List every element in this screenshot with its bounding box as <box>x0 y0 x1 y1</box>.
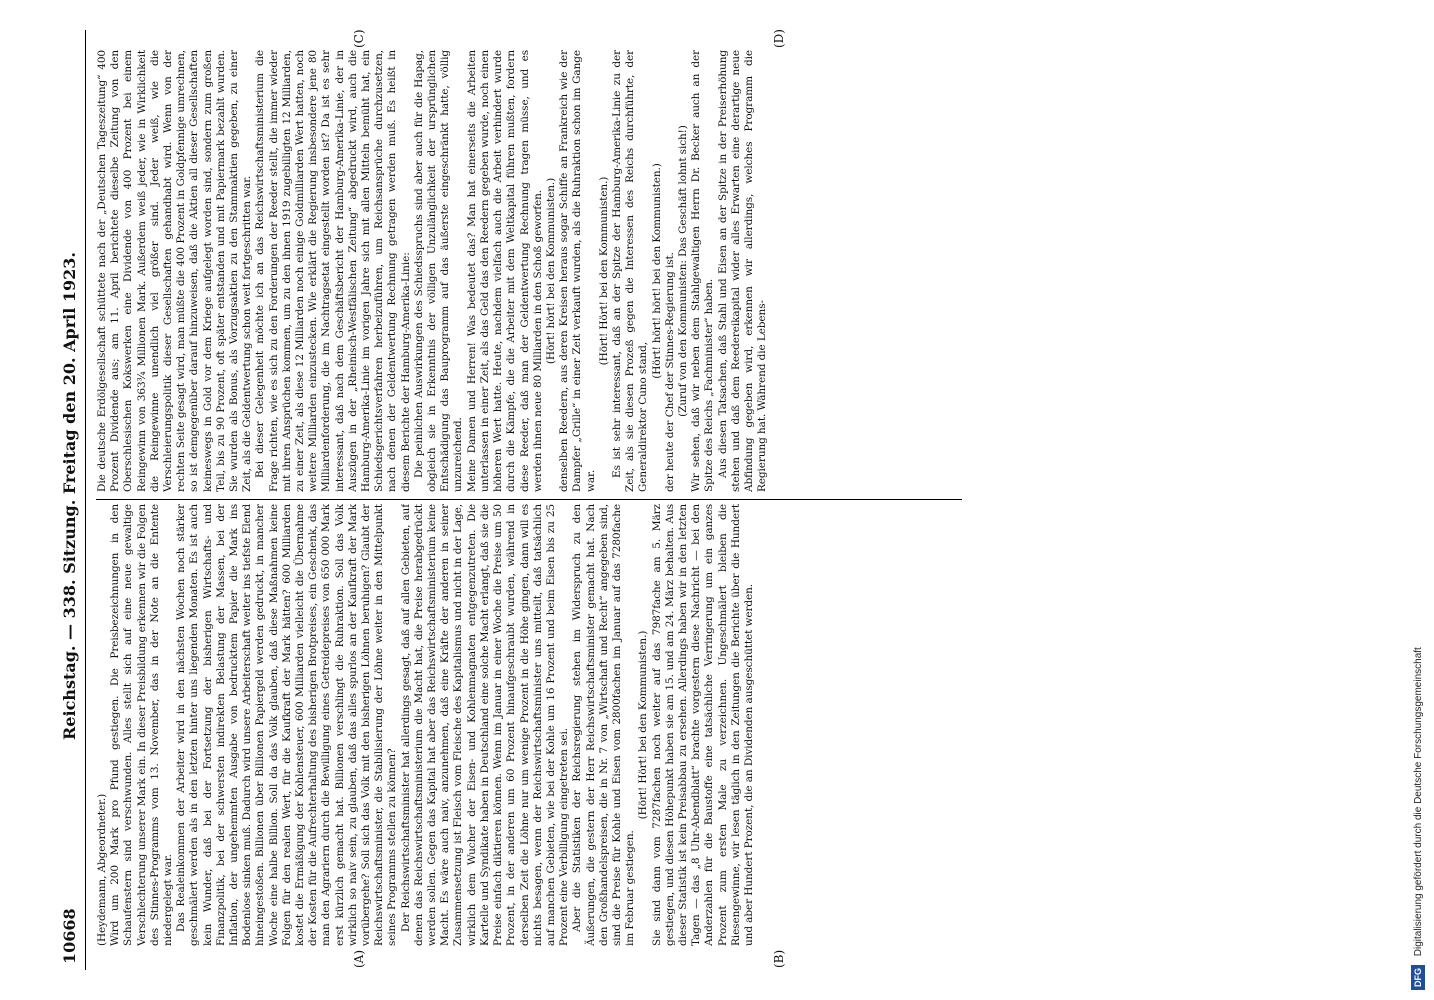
left-column-paragraph: Das Realeinkommen der Arbeiter wird in den nächsten Wochen noch stärker geschmälert werden als in den letzten hinter uns liegenden Monaten. Es ist auch kein Wunder, daß bei der Fortsetzung der bisherigen Wirtschafts- und Finanzpolitik, bei der schwersten indirekten Belastung der Massen, bei der Inflation, der ungehemmten Ausgabe von bedrucktem Papier die Mark ins Bodenlose sinken muß. Dadurch wird unsere Arbeiterschaft weiter ins tiefste Elend hineingestoßen. Billionen über Billionen Papiergeld werden gedruckt, in mancher Woche eine halbe Billion. Soll da das Volk glauben, daß diese Maßnahmen keine Folgen für den realen Wert, für die Kaufkraft der Mark hätten? 600 Milliarden kostet die Ermäßigung der Kohlensteuer, 600 Milliarden vielleicht die Übernahme der Kosten für die Aufrechterhaltung des bisherigen Brotpreises, ein Geschenk, das man den Agrariern durch die Bewilligung eines Getreidepreises von 650 000 Mark erst kürzlich gemacht hat. Billionen verschlingt die Ruhraktion. Soll das Volk wirklich so naiv sein, zu glauben, daß das alles spurlos an der Kaufkraft der Mark vorübergehe? Soll sich das Volk mit den bisherigen Löhnen beruhigen? Glaubt der Reichswirtschaftsminister, die Stabilisierung der Löhne weiter in den Mittelpunkt seines Programms stellen zu können? <box>175 504 399 946</box>
right-column-paragraph: (Hört! hört! bei den Kommunisten.) <box>544 177 557 365</box>
right-column-paragraph: Es ist sehr interessant, daß an der Spitze der Hamburg-Amerika-Linie zu der Zeit, als sie diesen Prozeß gegen die Interessen des Reichs durchführte, der Generaldirektor Cuno stand, <box>610 50 650 492</box>
left-column-paragraph: (Hört! Hört! bei den Kommunisten.) <box>637 630 650 820</box>
left-column-paragraph: Sie sind dann vom 7287fachen noch weiter auf das 7987fache am 5. März gestiegen, und diesen Höhepunkt haben sie am 15. und am 24. März behalten. Aus dieser Statistik ist kein Preisabbau zu ersehen. Allerdings haben wir in den letzten Tagen — das „8 Uhr-Abendblatt“ brachte vorgestern diese Nachricht — bei den Anderzahlen für die Baustoffe eine tatsächliche Verringerung um ein ganzes Prozent zum ersten Male zu verzeichnen. Ungeschmälert bleiben die Riesengewinne, wir lesen täglich in den Zeitungen die Berichte über die Hundert und aber Hundert Prozent, die an Dividenden ausgeschüttet werden. <box>650 504 755 946</box>
right-column-paragraph: denselben Reedern, aus deren Kreisen heraus sogar Schiffe an Frankreich wie der Dampfer „Grille“ in einer Zeit verkauft wurden, als die Ruhraktion schon im Gange war. <box>558 50 597 492</box>
margin-marker-d: (D) <box>772 29 786 48</box>
margin-marker-c: (C) <box>352 29 366 48</box>
right-column-paragraph: (Hört! Hört! bei den Kommunisten.) <box>597 176 610 366</box>
right-column-paragraph: Die deutsche Erdölgesellschaft schüttete nach der „Deutschen Tageszeitung“ 400 Prozent Dividende aus; am 11. April berichtete dieselbe Zeitung von den Oberschlesischen Kokswerken eine Dividende von 400 Prozent bei einem Reingewinn von 363¾ Millionen Mark. Außerdem weiß jeder, wie in Wirklichkeit die Reingewinne unendlich viel größer sind. Jeder weiß, wie die Verschleierungspolitik dieser Gesellschaften gehandhabt wird. Wenn von der rechten Seite gesagt wird, man müßte die 400 Prozent in Goldpfennige umrechnen, so ist demgegenüber darauf hinzuweisen, daß die Aktien all dieser Gesellschaften keineswegs in Gold vor dem Kriege aufgelegt worden sind, sondern zum großen Teil, bis zu 90 Prozent, oft später entstanden und mit Papiermark bezahlt wurden. Sie wurden als Bonus, als Vorzugsaktien zu den Stammaktien gegeben, zu einer Zeit, als die Geldentwertung schon weit fortgeschritten war. <box>96 50 254 492</box>
right-column-paragraph: Die peinlichen Auswirkungen des Schiedsspruchs sind aber auch für die Hapag, obgleich sie in Erkenntnis der völligen Unzulänglichkeit der ursprünglichen Entschädigung das Bauprogramm auf das äußerste eingeschränkt hatte, völlig unzureichend. <box>412 50 465 492</box>
running-title: Reichstag. — 338. Sitzung. Freitag den 20. April 1923. <box>60 252 79 740</box>
rotated-page-content <box>52 30 1352 970</box>
right-column <box>96 50 966 492</box>
page-header <box>52 30 86 970</box>
margin-marker-a: (A) <box>352 949 366 968</box>
right-column-paragraph: (Zuruf von den Kommunisten: Das Geschäft lohnt sich!) <box>676 125 689 417</box>
column-divider <box>96 499 962 500</box>
right-column-paragraph: Bei dieser Gelegenheit möchte ich an das Reichswirtschaftsministerium die Frage richten, wie es sich zu den Forderungen der Reeder stellt, die immer wieder mit ihren Ansprüchen kommen, um zu den ihnen 1919 zugebilligten 12 Milliarden, zu einer Zeit, als diese 12 Milliarden noch einige Goldmilliarden Wert hatten, noch weitere Milliarden einzustecken. Wie erklärt die Regierung insbesondere jene 80 Milliardenforderung, die im Nachtragsetat eingestellt worden ist? Da ist es sehr interessant, daß nach dem Geschäftsbericht der Hamburg-Amerika-Linie, der in Auszügen in der „Rheinisch-Westfälischen Zeitung“ abgedruckt wird, auch die Hamburg-Amerika-Linie im vorigen Jahre sich mit allen Mitteln bemüht hat, ein Schiedsgerichtsverfahren herbeizuführen, um Reichsansprüche durchzusetzen, nach denen der Geldentwertung Rechnung getragen werden muß. Es heißt in diesem Berichte der Hamburg-Amerika-Linie: <box>254 50 412 492</box>
right-column-paragraph: Wir sehen, daß wir neben dem Stahlgewaltigen Herrn Dr. Becker auch an der Spitze des Reichs „Fachminister“ haben. <box>690 50 716 492</box>
dfg-logo: DFG <box>1411 965 1425 990</box>
header-rule <box>85 30 86 970</box>
right-column-paragraph: Aus diesen Tatsachen, daß Stahl und Eisen an der Spitze in der Preiserhöhung stehen und daß dem Reedereikapital wider alles Erwarten eine derartige neue Abfindung gegeben wird, erkennen wir allerdings, welches Programm die Regierung hat. Während die Lebens- <box>716 50 769 492</box>
digitization-credit <box>1410 10 1428 990</box>
right-column-paragraph: der heute der Chef der Stinnes-Regierung ist. <box>663 252 676 492</box>
right-column-paragraph: (Hört! hört! hört! bei den Kommunisten.) <box>650 163 663 379</box>
margin-marker-b: (B) <box>772 949 786 968</box>
left-column-paragraph: Aber die Statistiken der Reichsregierung stehen im Widerspruch zu den Äußerungen, die gestern der Herr Reichswirtschaftsminister gemacht hat. Nach den Großhandelspreisen, die in Nr. 7 von „Wirtschaft und Recht“ angegeben sind, sind die Preise für Kohle und Eisen vom 2800fachen im Januar auf das 7280fache im Februar gestiegen. <box>571 504 637 946</box>
page-number: 10668 <box>60 908 79 964</box>
left-column <box>96 504 966 946</box>
left-column-paragraph: (Heydemann, Abgeordneter.) <box>96 793 108 946</box>
left-column-paragraph: Der Reichswirtschaftsminister hat allerdings gesagt, daß auf allen Gebieten, auf denen das Reichswirtschaftsministerium die Macht hat, die Preise herabgedrückt werden sollen. Gegen das Kapital hat aber das Reichswirtschaftsministerium keine Macht. Es wäre auch naiv, anzunehmen, daß eine Kräfte der anderen in seiner Zusammensetzung ist Fleisch vom Fleische des Kapitalismus und nicht in der Lage, wirklich dem Wucher der Eisen- und Kohlenmagnaten entgegenzutreten. Die Kartelle und Syndikate haben in Deutschland eine solche Macht erlangt, daß sie die Preise einfach diktieren können. Wenn im Januar in einer Woche die Preise um 50 Prozent, in der anderen um 60 Prozent hinaufgeschraubt wurden, während in derselben Zeit die Löhne nur um wenige Prozent in die Höhe gingen, dann will es nichts besagen, wenn der Reichswirtschaftsminister uns mitteilt, daß tatsächlich auf manchen Gebieten, wie bei der Kohle um 16 Prozent und beim Eisen bis zu 25 Prozent eine Verbilligung eingetreten sei. <box>399 504 571 946</box>
left-column-paragraph: Wird um 200 Mark pro Pfund gestiegen. Die Preisbezeichnungen in den Schaufenstern sind verschwunden. Alles stellt sich auf eine neue gewaltige Verschlechterung unserer Mark ein. In dieser Preisbildung erkennen wir die Folgen des Stinnes-Programms vom 13. November, das in der Note an die Entente niedergelegt war. <box>109 504 175 946</box>
credit-text: Digitalisierung gefördert durch die Deutsche Forschungsgemeinschaft <box>1413 647 1424 957</box>
right-column-paragraph: Meine Damen und Herren! Was bedeutet das? Man hat einerseits die Arbeiten unterlassen in einer Zeit, als das Geld das den Reedern gegeben wurde, noch einen höheren Wert hatte. Heute, nachdem vielfach auch die Arbeit verhindert wurde durch die Kämpfe, die die Arbeiter mit dem Weltkapital führen mußten, fordern diese Reeder, daß man der Geldentwertung Rechnung tragen müsse, und es werden ihnen neue 80 Milliarden in den Schoß geworfen. <box>465 50 544 492</box>
